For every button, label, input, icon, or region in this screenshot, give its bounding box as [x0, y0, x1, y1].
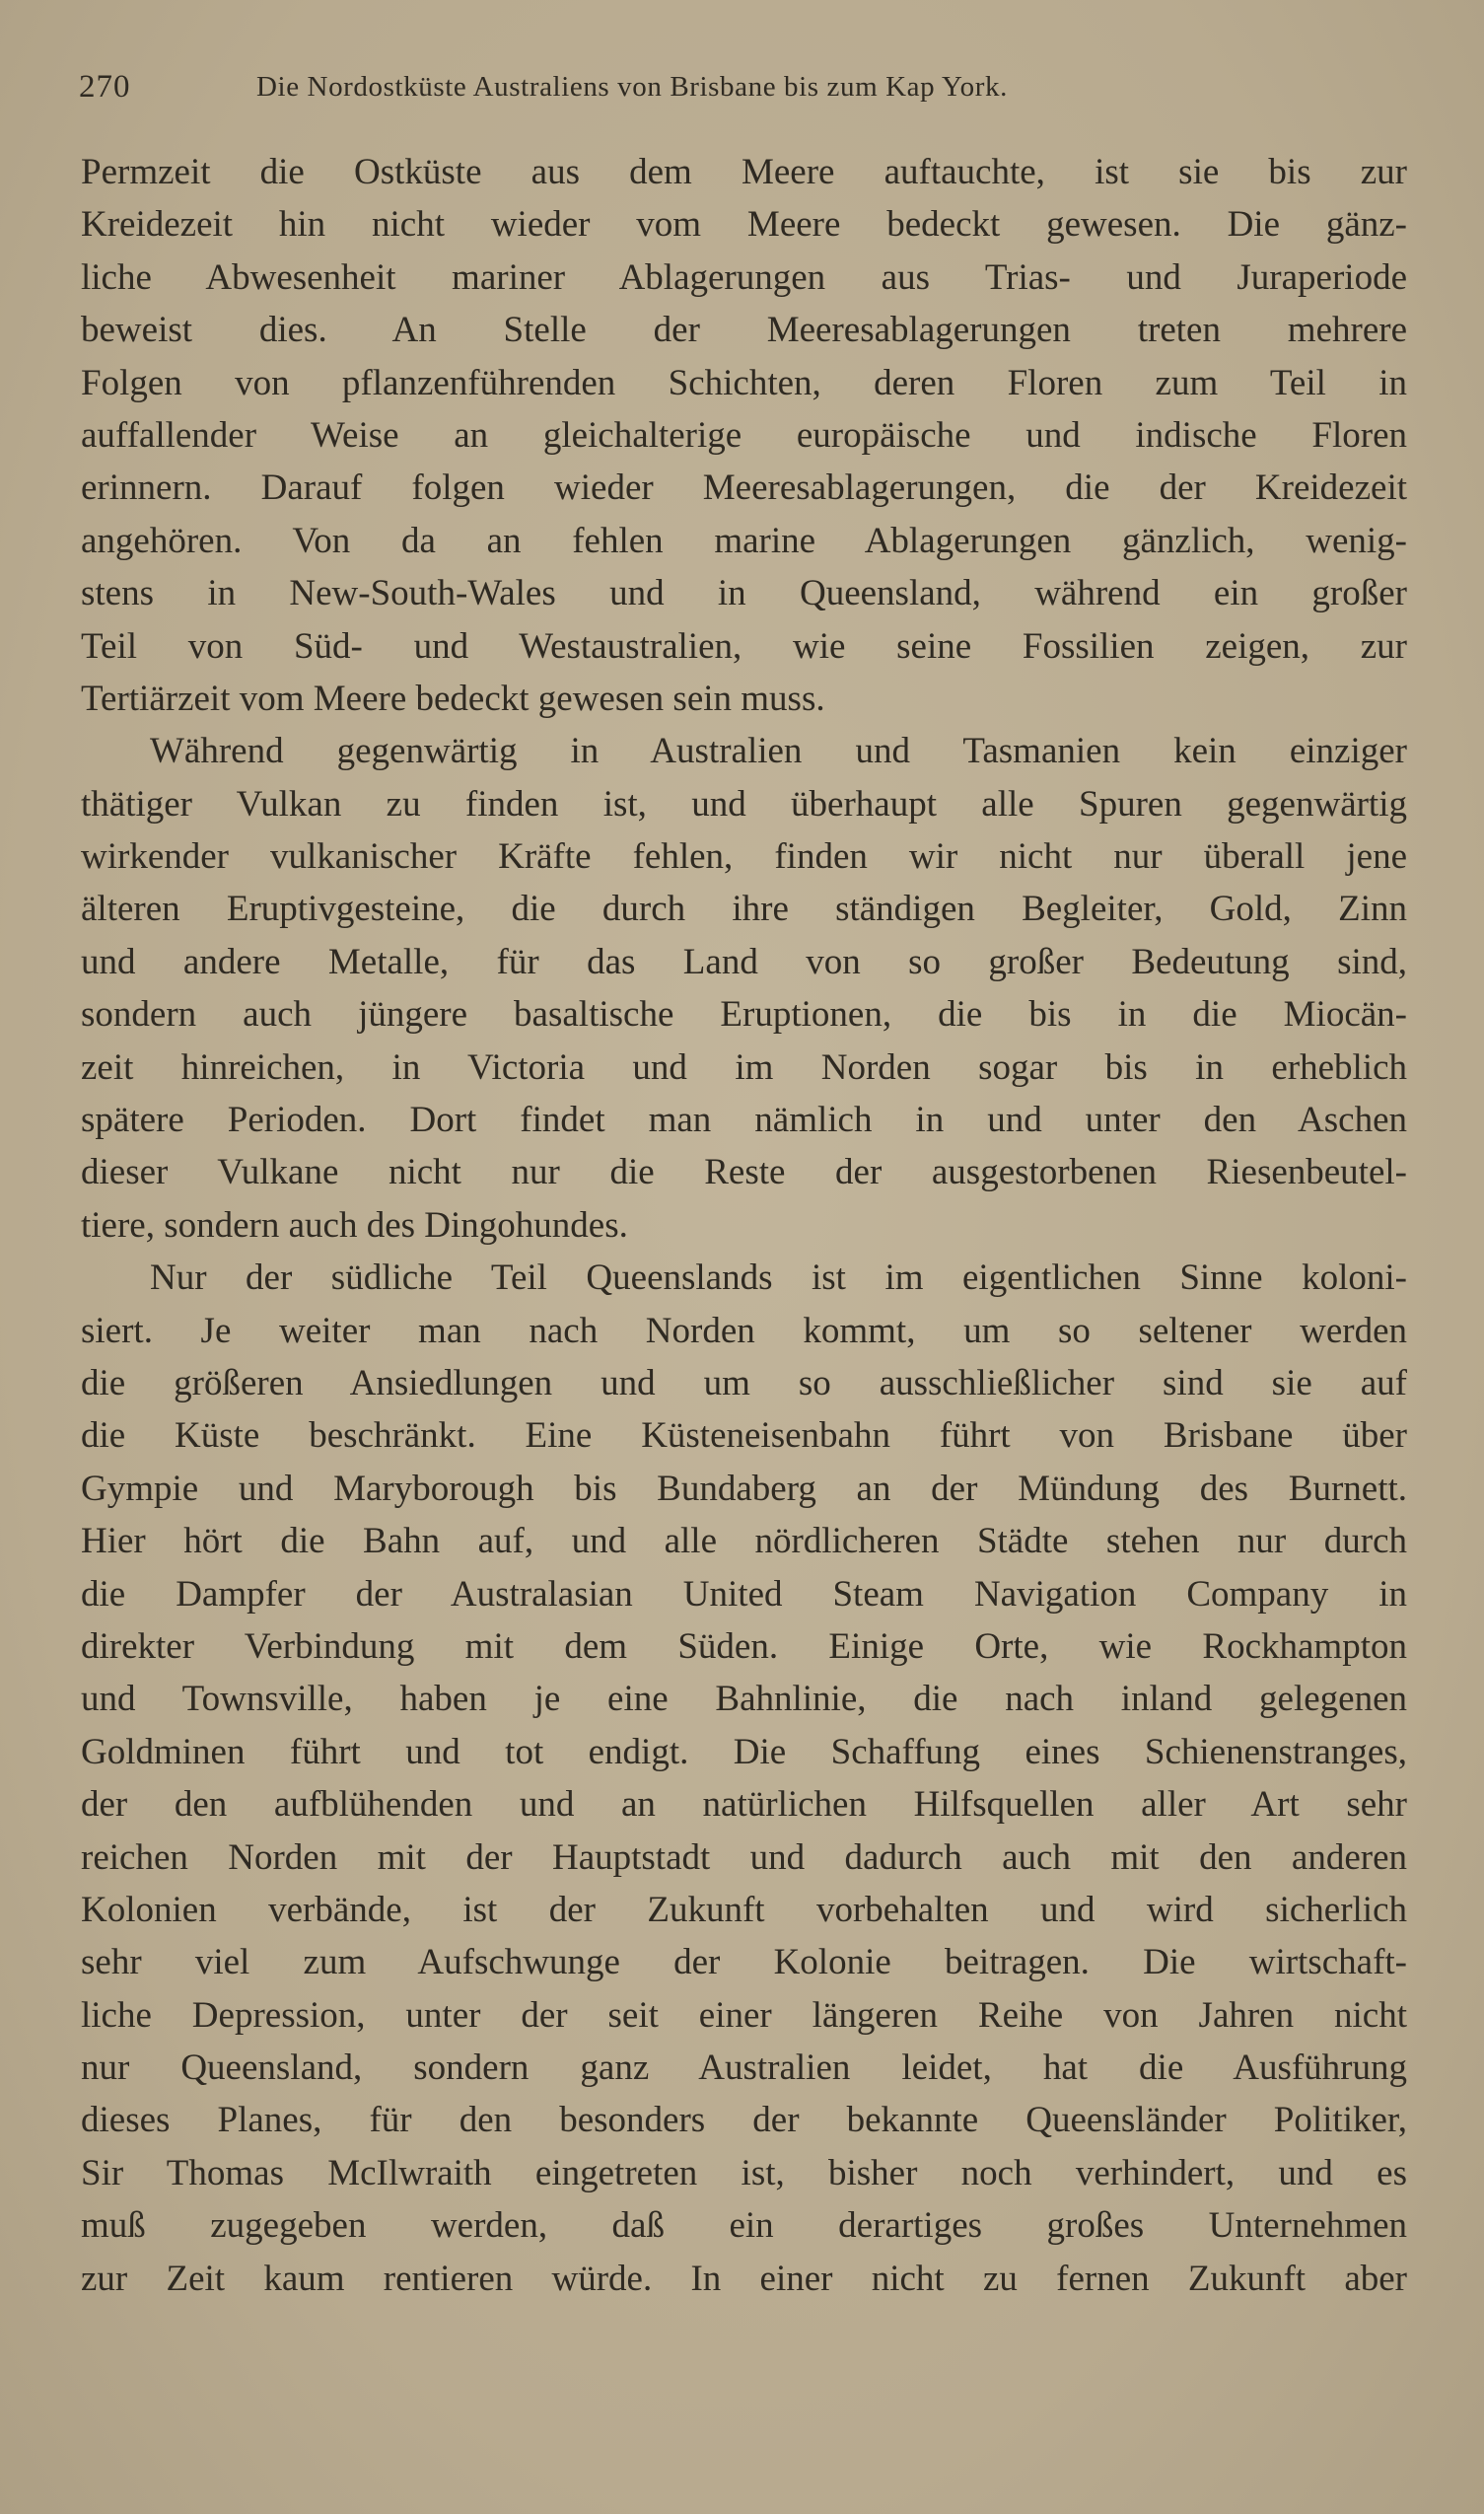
text-line: die Dampfer der Australasian United Steam Navigation Company in	[81, 1573, 1407, 1615]
text-line: liche Abwesenheit mariner Ablagerungen aus Trias- und Juraperiode	[81, 256, 1407, 298]
text-line: der den aufblühenden und an natürlichen Hilfsquellen aller Art sehr	[81, 1784, 1407, 1826]
text-line: Teil von Süd- und Westaustralien, wie seine Fossilien zeigen, zur	[81, 625, 1407, 667]
text-line: stens in New-South-Wales und in Queensland, während ein großer	[81, 573, 1407, 614]
text-line: wirkender vulkanischer Kräfte fehlen, finden wir nicht nur überall jene	[81, 836, 1407, 878]
text-line: erinnern. Darauf folgen wieder Meeresablagerungen, die der Kreidezeit	[81, 467, 1407, 509]
text-line: auffallender Weise an gleichalterige europäische und indische Floren	[81, 414, 1407, 456]
text-line: thätiger Vulkan zu finden ist, und überhaupt alle Spuren gegenwärtig	[81, 783, 1407, 825]
text-line: und Townsville, haben je eine Bahnlinie, die nach inland gelegenen	[81, 1679, 1407, 1720]
page-number: 270	[79, 69, 131, 105]
text-line: dieser Vulkane nicht nur die Reste der ausgestorbenen Riesenbeutel-	[81, 1152, 1407, 1193]
text-line: Permzeit die Ostküste aus dem Meere auftauchte, ist sie bis zur	[81, 152, 1407, 192]
text-line: Hier hört die Bahn auf, und alle nördlicheren Städte stehen nur durch	[81, 1521, 1407, 1562]
text-line: angehören. Von da an fehlen marine Ablagerungen gänzlich, wenig-	[81, 520, 1407, 561]
text-line: Kreidezeit hin nicht wieder vom Meere bedeckt gewesen. Die gänz-	[81, 204, 1407, 246]
text-line: Gympie und Maryborough bis Bundaberg an der Mündung des Burnett.	[81, 1468, 1407, 1509]
text-line: die Küste beschränkt. Eine Küsteneisenbahn führt von Brisbane über	[81, 1415, 1407, 1457]
text-line: Folgen von pflanzenführenden Schichten, deren Floren zum Teil in	[81, 362, 1407, 403]
text-line: tiere, sondern auch des Dingohundes.	[81, 1204, 628, 1246]
text-line: liche Depression, unter der seit einer längeren Reihe von Jahren nicht	[81, 1994, 1407, 2036]
running-title: Die Nordostküste Australiens von Brisbane bis zum Kap York.	[256, 71, 1008, 103]
text-line: sondern auch jüngere basaltische Eruptionen, die bis in die Miocän-	[81, 994, 1407, 1036]
text-line: Während gegenwärtig in Australien und Tasmanien kein einziger	[150, 731, 1407, 772]
text-line: beweist dies. An Stelle der Meeresablagerungen treten mehrere	[81, 310, 1407, 351]
text-line: Goldminen führt und tot endigt. Die Schaffung eines Schienenstranges,	[81, 1731, 1407, 1772]
text-line: sehr viel zum Aufschwunge der Kolonie beitragen. Die wirtschaft-	[81, 1942, 1407, 1983]
text-line: reichen Norden mit der Hauptstadt und dadurch auch mit den anderen	[81, 1836, 1407, 1878]
text-line: Kolonien verbände, ist der Zukunft vorbehalten und wird sicherlich	[81, 1889, 1407, 1930]
text-line: direkter Verbindung mit dem Süden. Einige Orte, wie Rockhampton	[81, 1625, 1407, 1667]
text-line: Nur der südliche Teil Queenslands ist im eigentlichen Sinne koloni-	[150, 1257, 1407, 1299]
text-line: nur Queensland, sondern ganz Australien leidet, hat die Ausführung	[81, 2047, 1407, 2089]
text-line: älteren Eruptivgesteine, die durch ihre ständigen Begleiter, Gold, Zinn	[81, 889, 1407, 930]
text-line: siert. Je weiter man nach Norden kommt, um so seltener werden	[81, 1310, 1407, 1351]
page-header	[79, 69, 1405, 118]
text-line: Tertiärzeit vom Meere bedeckt gewesen sein muss.	[81, 678, 825, 719]
text-line: spätere Perioden. Dort findet man nämlich in und unter den Aschen	[81, 1100, 1407, 1141]
body-text	[81, 146, 1407, 2305]
text-line: und andere Metalle, für das Land von so großer Bedeutung sind,	[81, 941, 1407, 982]
text-line: Sir Thomas McIlwraith eingetreten ist, bisher noch verhindert, und es	[81, 2152, 1407, 2193]
text-line: muß zugegeben werden, daß ein derartiges großes Unternehmen	[81, 2205, 1407, 2247]
text-line: dieses Planes, für den besonders der bekannte Queensländer Politiker,	[81, 2100, 1407, 2141]
text-line: zur Zeit kaum rentieren würde. In einer nicht zu fernen Zukunft aber	[81, 2258, 1407, 2299]
text-line: die größeren Ansiedlungen und um so ausschließlicher sind sie auf	[81, 1362, 1407, 1403]
text-line: zeit hinreichen, in Victoria und im Norden sogar bis in erheblich	[81, 1046, 1407, 1088]
